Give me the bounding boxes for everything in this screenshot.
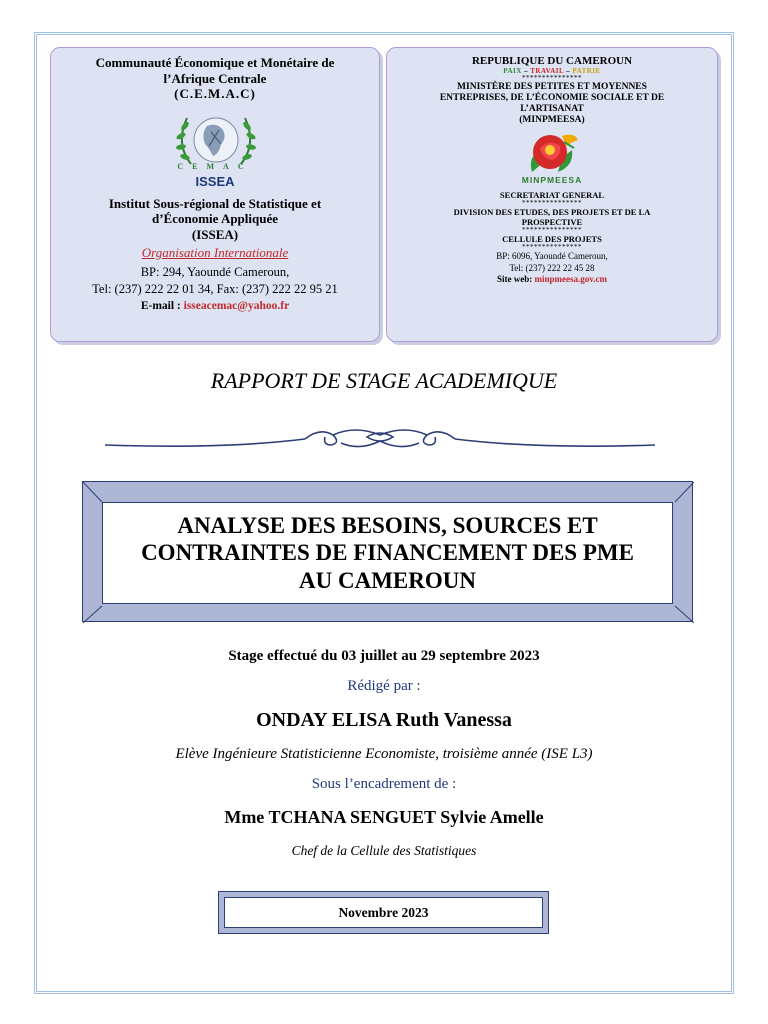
author-name: ONDAY ELISA Ruth Vanessa [256,709,512,731]
main-title-line3: AU CAMEROUN [299,567,476,593]
minpmeesa-logo-text: MINPMEESA [521,174,583,185]
ministry-line1: MINISTÈRE DES PETITES ET MOYENNES [457,82,647,92]
motto-travail: TRAVAIL [530,67,564,75]
division-line2: PROSPECTIVE [521,217,583,228]
stars-divider: *************** [522,226,582,235]
secretariat-general: SECRETARIAT GENERAL [499,189,605,200]
supervisor-role: Chef de la Cellule des Statistiques [291,843,477,858]
motto-patrie: PATRIE [572,67,601,75]
stars-divider: *************** [522,74,582,82]
issea-phone-fax: Tel: (237) 222 22 01 34, Fax: (237) 222 22 95 21 [92,281,338,296]
motto-separator: – [563,67,573,75]
motto-separator: – [521,67,531,75]
division-line1: DIVISION DES ETUDES, DES PROJETS ET DE LA [453,206,651,217]
website-label: Site web: [497,273,535,284]
cellule-projets: CELLULE DES PROJETS [502,234,602,245]
cemac-name-line2: l’Afrique Centrale [163,70,267,86]
written-by-label: Rédigé par : [347,678,421,694]
supervisor-name: Mme TCHANA SENGUET Sylvie Amelle [224,807,544,827]
republic-title: REPUBLIQUE DU CAMEROUN [471,55,633,67]
email-label: E-mail : [140,299,184,312]
minpmeesa-address: BP: 6096, Yaoundé Cameroun, [496,251,608,262]
issea-acronym: (ISSEA) [191,226,239,242]
rose-emblem-icon [518,128,588,180]
main-title-line2: CONTRAINTES DE FINANCEMENT DES PME [141,540,634,566]
issea-address: BP: 294, Yaoundé Cameroun, [140,264,290,279]
minpmeesa-header-box [386,47,718,342]
website-link[interactable]: minpmeesa.gov.cm [534,273,607,284]
main-title-line1: ANALYSE DES BESOINS, SOURCES ET [177,512,598,538]
main-title-frame [82,481,693,622]
stage-period: Stage effectué du 03 juillet au 29 septembre 2023 [228,648,540,664]
website-line [387,274,717,284]
minpmeesa-phone: Tel: (237) 222 22 45 28 [509,262,595,273]
issea-logo [51,104,379,190]
main-title-box [102,502,673,604]
organisation-label: Organisation Internationale [141,244,289,260]
stars-divider: *************** [522,243,582,252]
ministry-line3: L’ARTISANAT [520,103,584,114]
issea-name-line1: Institut Sous-régional de Statistique et [108,195,322,211]
report-date: Novembre 2023 [338,904,429,920]
supervision-label: Sous l’encadrement de : [311,776,457,792]
date-frame [218,891,549,934]
issea-email-line [51,300,379,312]
ornament-divider-icon [105,423,655,453]
email-link[interactable]: isseacemac@yahoo.fr [183,299,290,312]
minpmeesa-logo [387,126,717,190]
date-box [224,897,543,928]
cemac-name-line1: Communauté Économique et Monétaire de [95,55,335,70]
issea-logo-text: ISSEA [195,173,235,189]
cemac-logo-letters: CEMAC [177,161,253,171]
ministry-acronym: (MINPMEESA) [519,114,585,125]
author-role: Elève Ingénieure Statisticienne Economiste, troisième année (ISE L3) [175,746,593,762]
cemac-header-box [50,47,380,342]
report-type-title: RAPPORT DE STAGE ACADEMIQUE [210,368,558,393]
issea-name-line2: d’Économie Appliquée [151,211,279,227]
stars-divider: *************** [522,198,582,207]
ministry-line2: ENTREPRISES, DE L’ÉCONOMIE SOCIALE ET DE [439,92,665,103]
motto-paix: PAIX [503,67,522,75]
cemac-acronym: (C.E.M.A.C) [174,86,256,102]
